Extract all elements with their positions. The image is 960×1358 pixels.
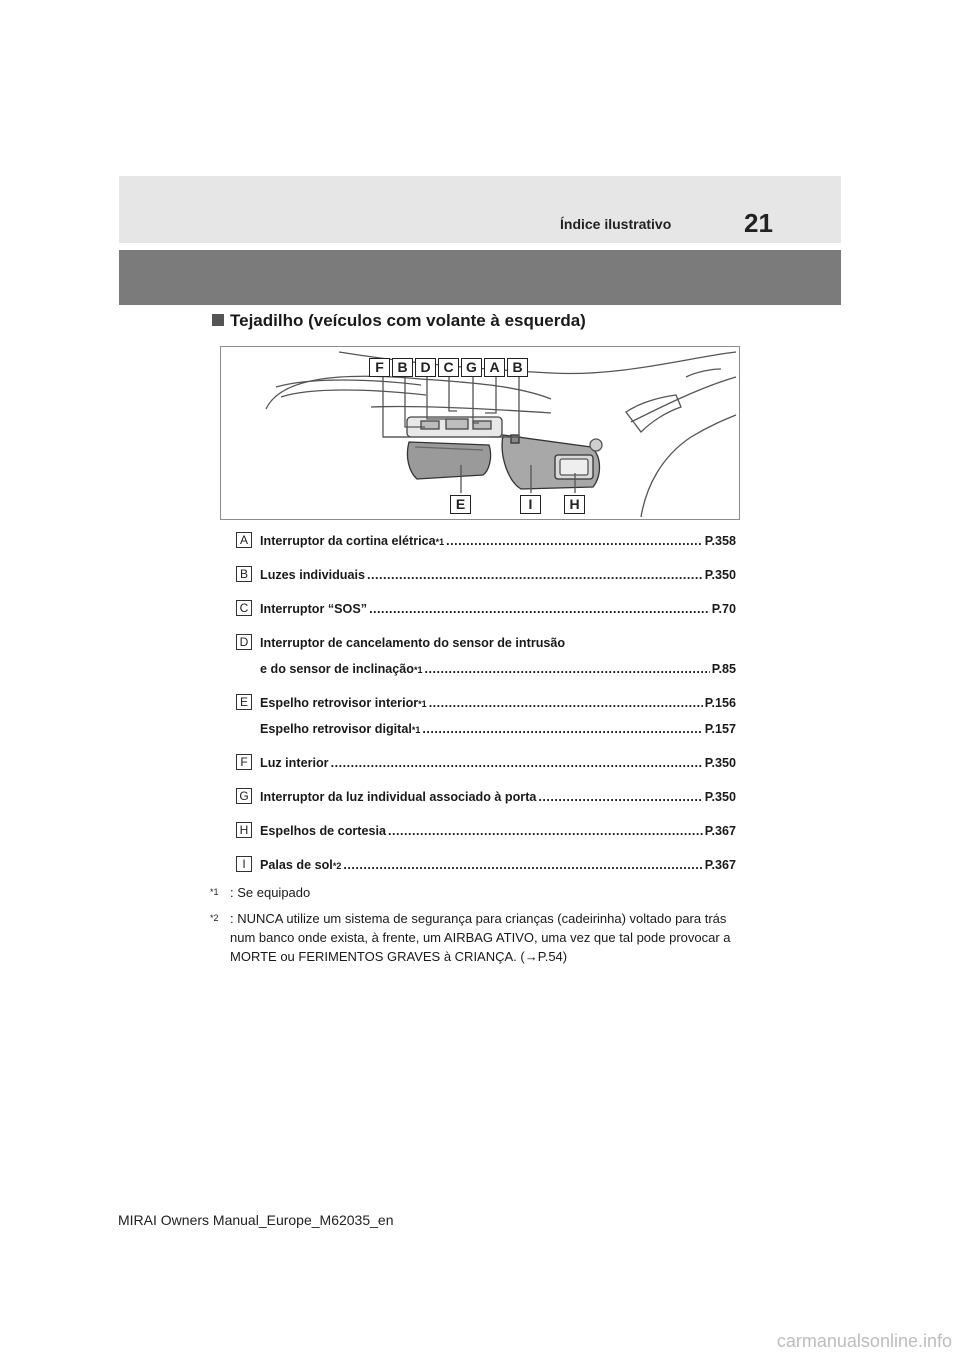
watermark: carmanualsonline.info [776, 1331, 952, 1351]
leader-dots [538, 790, 702, 804]
item-entry [260, 722, 736, 736]
footnote [210, 909, 750, 964]
item-entry [260, 824, 736, 838]
item-entry [260, 662, 736, 676]
callout-label: G [461, 358, 482, 377]
item-entry [260, 790, 736, 804]
item-letter-badge: G [236, 788, 252, 804]
list-item [236, 634, 736, 656]
leader-dots [369, 602, 710, 616]
section-title [212, 311, 586, 331]
item-text: Espelhos de cortesia [260, 824, 386, 838]
page-reference-link[interactable]: P.70 [711, 602, 736, 616]
footnote-text: : NUNCA utilize um sistema de segurança para crianças (cadeirinha) voltado para trás num banco onde exista, à frente, um AIRBAG ATIVO, uma vez que tal pode provocar a MORTE ou FERIMENTOS GRAVES à CRIANÇA. (→P.54) [230, 911, 731, 964]
item-letter-badge: F [236, 754, 252, 770]
list-item [236, 822, 736, 844]
page-reference-link[interactable]: P.358 [704, 534, 736, 548]
item-letter-badge: C [236, 600, 252, 616]
callout-label: A [484, 358, 505, 377]
item-text: Interruptor “SOS” [260, 602, 368, 616]
page-reference-link[interactable]: P.350 [704, 568, 736, 582]
item-footnote-mark: *1 [413, 665, 423, 675]
leader-dots [331, 756, 703, 770]
callout-label: B [507, 358, 528, 377]
section-title-text: Tejadilho (veículos com volante à esquerda) [230, 311, 586, 330]
item-entry [260, 858, 736, 872]
list-item [236, 694, 736, 716]
callout-label: H [564, 495, 585, 514]
header-dark-band [119, 250, 841, 305]
callout-label: I [520, 495, 541, 514]
callout-label: C [438, 358, 459, 377]
leader-dots [343, 858, 702, 872]
item-entry-first-line [260, 636, 736, 650]
item-footnote-mark: *1 [418, 699, 427, 709]
item-letter-badge: B [236, 566, 252, 582]
page-reference-link[interactable]: P.350 [704, 756, 736, 770]
footnote-mark: *1 [210, 887, 219, 897]
list-item [236, 566, 736, 588]
footnote-mark: *2 [210, 913, 219, 923]
section-label: Índice ilustrativo [560, 216, 672, 232]
page-reference-link[interactable]: P.157 [704, 722, 736, 736]
list-item [236, 788, 736, 810]
footnote-text: : Se equipado [230, 885, 311, 900]
item-footnote-mark: *2 [332, 861, 342, 871]
item-letter-badge: I [236, 856, 252, 872]
item-letter-badge: H [236, 822, 252, 838]
leader-dots [425, 662, 710, 676]
page-reference-link[interactable]: P.85 [711, 662, 736, 676]
list-item-continuation [236, 660, 736, 682]
list-item [236, 532, 736, 554]
page-reference-link[interactable]: P.156 [704, 696, 736, 710]
roof-illustration [220, 346, 740, 520]
item-text: Espelho retrovisor digital [260, 722, 412, 736]
bullet-square-icon [212, 314, 224, 326]
leader-dots [422, 722, 702, 736]
item-text: Luz interior [260, 756, 329, 770]
item-footnote-mark: *1 [435, 537, 445, 547]
item-text: Interruptor da luz individual associado à porta [260, 790, 537, 804]
item-letter-badge: E [236, 694, 252, 710]
item-text: Interruptor de cancelamento do sensor de intrusão [260, 636, 566, 650]
list-item-continuation [236, 720, 736, 742]
header-band [119, 176, 841, 243]
item-entry [260, 756, 736, 770]
page-number: 21 [744, 208, 773, 238]
item-text: e do sensor de inclinação [260, 662, 414, 676]
page-reference-link[interactable]: P.367 [704, 858, 736, 872]
item-letter-badge: A [236, 532, 252, 548]
item-text: Interruptor da cortina elétrica [260, 534, 436, 548]
list-item [236, 754, 736, 776]
item-letter-badge: D [236, 634, 252, 650]
item-entry [260, 568, 736, 582]
list-item [236, 856, 736, 878]
callout-label: B [392, 358, 413, 377]
list-item [236, 600, 736, 622]
leader-dots [429, 696, 703, 710]
leader-dots [446, 534, 703, 548]
footnote [210, 883, 750, 905]
leader-dots [388, 824, 703, 838]
footer-text: MIRAI Owners Manual_Europe_M62035_en [118, 1212, 394, 1228]
item-footnote-mark: *1 [411, 725, 421, 735]
callout-label: E [450, 495, 471, 514]
item-entry [260, 696, 736, 710]
callout-label: D [415, 358, 436, 377]
item-text: Palas de sol [260, 858, 333, 872]
item-entry [260, 602, 736, 616]
item-text: Luzes individuais [260, 568, 365, 582]
callout-label: F [369, 358, 390, 377]
page-reference-link[interactable]: P.367 [704, 824, 736, 838]
item-text: Espelho retrovisor interior [260, 696, 419, 710]
page-reference-link[interactable]: P.350 [704, 790, 736, 804]
item-entry [260, 534, 736, 548]
leader-dots [367, 568, 703, 582]
